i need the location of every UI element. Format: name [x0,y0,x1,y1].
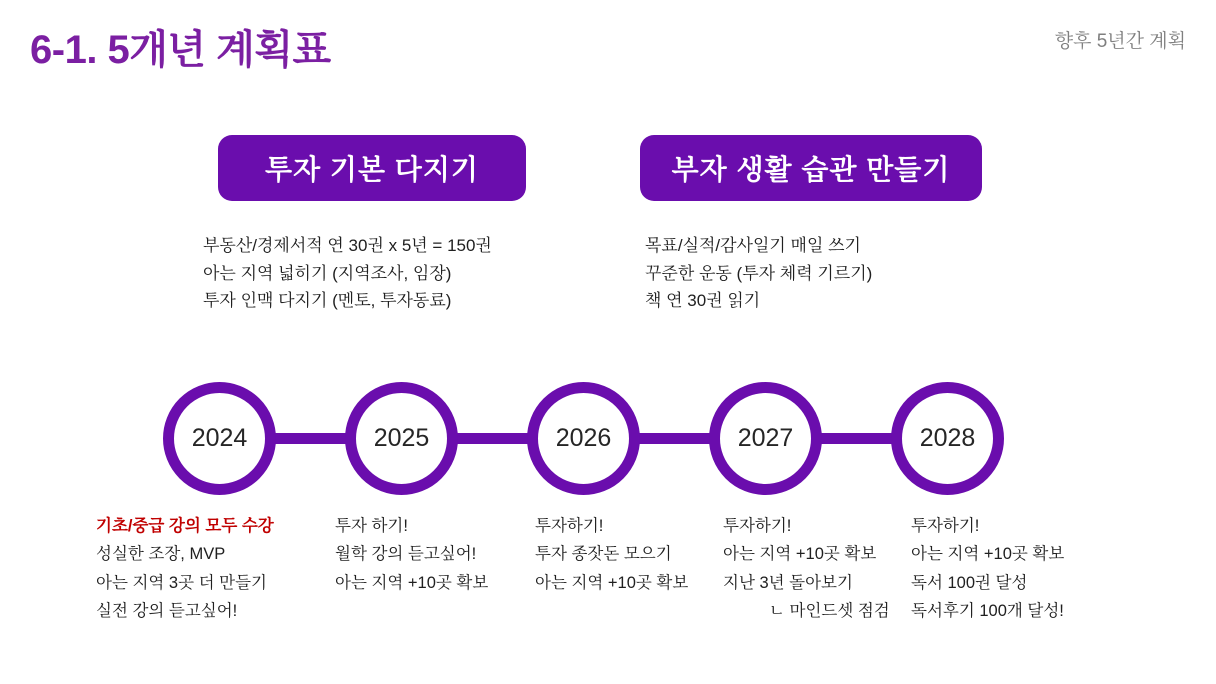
section-body-line: 꾸준한 운동 (투자 체력 기르기) [645,263,873,283]
section-body-line: 아는 지역 넓히기 (지역조사, 임장) [203,263,452,283]
timeline-note-line: 기초/중급 강의 모두 수강 [96,517,274,535]
section-pill-investment-basics: 투자 기본 다지기 [218,135,526,201]
timeline-note-line: ㄴ 마인드셋 점검 [769,602,890,621]
timeline [0,372,1216,502]
timeline-note-column-2025 [335,512,488,597]
timeline-note-line: 아는 지역 3곳 더 만들기 [96,573,267,592]
timeline-note-line: 투자하기! [535,517,604,535]
timeline-node-2026[interactable]: 2026 [527,382,640,495]
timeline-node-2028[interactable]: 2028 [891,382,1004,495]
timeline-note-column-2028 [911,512,1064,626]
timeline-note-line: 성실한 조장, MVP [96,545,226,564]
section-body-line: 책 연 30권 읽기 [645,291,761,311]
timeline-note-line: 독서 100권 달성 [911,573,1028,592]
timeline-connector [634,433,715,444]
timeline-note-line: 지난 3년 돌아보기 [723,573,853,592]
section-body-line: 부동산/경제서적 연 30권 x 5년 = 150권 [203,236,492,255]
timeline-note-column-2024 [96,512,274,626]
section-body-line: 목표/실적/감사일기 매일 쓰기 [645,236,861,255]
timeline-node-2025[interactable]: 2025 [345,382,458,495]
timeline-note-line: 투자 하기! [335,517,408,535]
timeline-note-line: 아는 지역 +10곳 확보 [535,573,689,592]
timeline-connector [270,433,351,444]
section-pill-rich-habits: 부자 생활 습관 만들기 [640,135,982,201]
timeline-note-line: 투자 종잣돈 모으기 [535,545,672,564]
timeline-connector [452,433,533,444]
timeline-connector [816,433,897,444]
timeline-note-line: 월학 강의 듣고싶어! [335,545,477,564]
section-body-rich-habits [645,232,872,315]
timeline-note-line: 투자하기! [723,517,792,535]
timeline-note-line: 아는 지역 +10곳 확보 [723,545,877,564]
timeline-note-line: 투자하기! [911,517,980,535]
page-subtitle: 향후 5년간 계획 [1054,31,1186,52]
timeline-note-line: 아는 지역 +10곳 확보 [335,573,489,592]
section-body-investment-basics [203,232,492,315]
page-title: 6-1. 5개년 계획표 [30,28,331,72]
section-body-line: 투자 인맥 다지기 (멘토, 투자동료) [203,291,452,311]
timeline-node-2024[interactable]: 2024 [163,382,276,495]
timeline-note-column-2026 [535,512,688,597]
timeline-note-line: 아는 지역 +10곳 확보 [911,545,1065,564]
timeline-note-line: 독서후기 100개 달성! [911,602,1064,621]
timeline-note-column-2027 [723,512,890,626]
timeline-node-2027[interactable]: 2027 [709,382,822,495]
timeline-note-line: 실전 강의 듣고싶어! [96,602,238,621]
